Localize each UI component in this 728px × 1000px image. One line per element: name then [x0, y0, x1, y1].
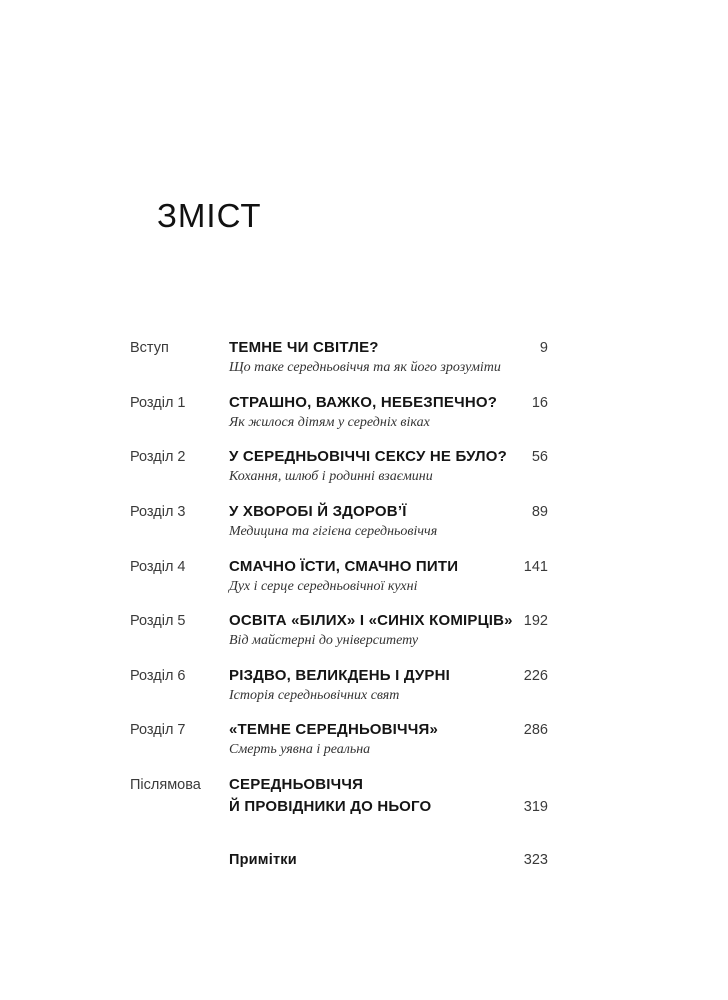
- toc-entry-title: СЕРЕДНЬОВІЧЧЯ: [229, 776, 364, 793]
- toc-entry-subtitle: Історія середньовічних свят: [229, 688, 400, 703]
- toc-entry-subtitle: Дух і серце середньовічної кухні: [229, 579, 418, 594]
- toc-entry-subtitle: Як жилося дітям у середніх віках: [229, 415, 430, 430]
- toc-entry-chapter-5[interactable]: [0, 609, 728, 659]
- toc-entry-page-number: 286: [523, 722, 548, 738]
- toc-entry-label: Розділ 3: [130, 504, 186, 520]
- toc-entry-title: У СЕРЕДНЬОВІЧЧІ СЕКСУ НЕ БУЛО?: [229, 448, 507, 465]
- toc-entry-label: Розділ 6: [130, 668, 186, 684]
- toc-entry-page-number: 141: [523, 559, 548, 575]
- toc-entry-label: Розділ 4: [130, 559, 186, 575]
- toc-entry-title: ТЕМНЕ ЧИ СВІТЛЕ?: [229, 339, 379, 356]
- toc-entry-title: СТРАШНО, ВАЖКО, НЕБЕЗПЕЧНО?: [229, 394, 498, 411]
- toc-entry-notes[interactable]: [0, 848, 728, 898]
- toc-entry-page-number: 89: [531, 504, 548, 520]
- toc-entry-afterword[interactable]: [0, 773, 728, 823]
- toc-entry-title: «ТЕМНЕ СЕРЕДНЬОВІЧЧЯ»: [229, 721, 439, 738]
- toc-entry-label: Розділ 5: [130, 613, 186, 629]
- toc-entry-subtitle: Медицина та гігієна середньовіччя: [229, 524, 438, 539]
- toc-entry-label: Розділ 1: [130, 395, 186, 411]
- toc-entry-page-number: 226: [523, 668, 548, 684]
- toc-entry-label: Розділ 7: [130, 722, 186, 738]
- toc-entry-chapter-4[interactable]: [0, 555, 728, 605]
- toc-entry-title: РІЗДВО, ВЕЛИКДЕНЬ І ДУРНІ: [229, 667, 451, 684]
- toc-entry-intro[interactable]: [0, 336, 728, 386]
- page-title: ЗМІСТ: [157, 197, 262, 234]
- toc-entry-subtitle: Смерть уявна і реальна: [229, 742, 371, 757]
- toc-entry-page-number: 319: [523, 799, 548, 815]
- toc-entry-label: Післямова: [130, 777, 201, 793]
- toc-entry-title-line-2: Й ПРОВІДНИКИ ДО НЬОГО: [229, 798, 432, 815]
- toc-entry-page-number: 9: [539, 340, 548, 356]
- toc-entry-title: СМАЧНО ЇСТИ, СМАЧНО ПИТИ: [229, 558, 459, 575]
- toc-entry-title: ОСВІТА «БІЛИХ» І «СИНІХ КОМІРЦІВ»: [229, 612, 513, 629]
- toc-entry-chapter-7[interactable]: [0, 718, 728, 768]
- toc-entry-chapter-1[interactable]: [0, 391, 728, 441]
- toc-entry-subtitle: Від майстерні до університету: [229, 633, 419, 648]
- toc-entry-page-number: 16: [531, 395, 548, 411]
- toc-entry-title: У ХВОРОБІ Й ЗДОРОВ’Ї: [229, 503, 407, 520]
- toc-entry-page-number: 56: [531, 449, 548, 465]
- toc-entry-page-number: 192: [523, 613, 548, 629]
- toc-entry-label: Вступ: [130, 340, 169, 356]
- toc-entry-chapter-2[interactable]: [0, 445, 728, 495]
- toc-entry-chapter-3[interactable]: [0, 500, 728, 550]
- toc-entry-label: Розділ 2: [130, 449, 186, 465]
- toc-entry-page-number: 323: [523, 852, 548, 868]
- toc-entry-chapter-6[interactable]: [0, 664, 728, 714]
- toc-entry-subtitle: Що таке середньовіччя та як його зрозуміти: [229, 360, 501, 375]
- toc-entry-title: Примітки: [229, 852, 297, 868]
- toc-entry-subtitle: Кохання, шлюб і родинні взаємини: [229, 469, 433, 484]
